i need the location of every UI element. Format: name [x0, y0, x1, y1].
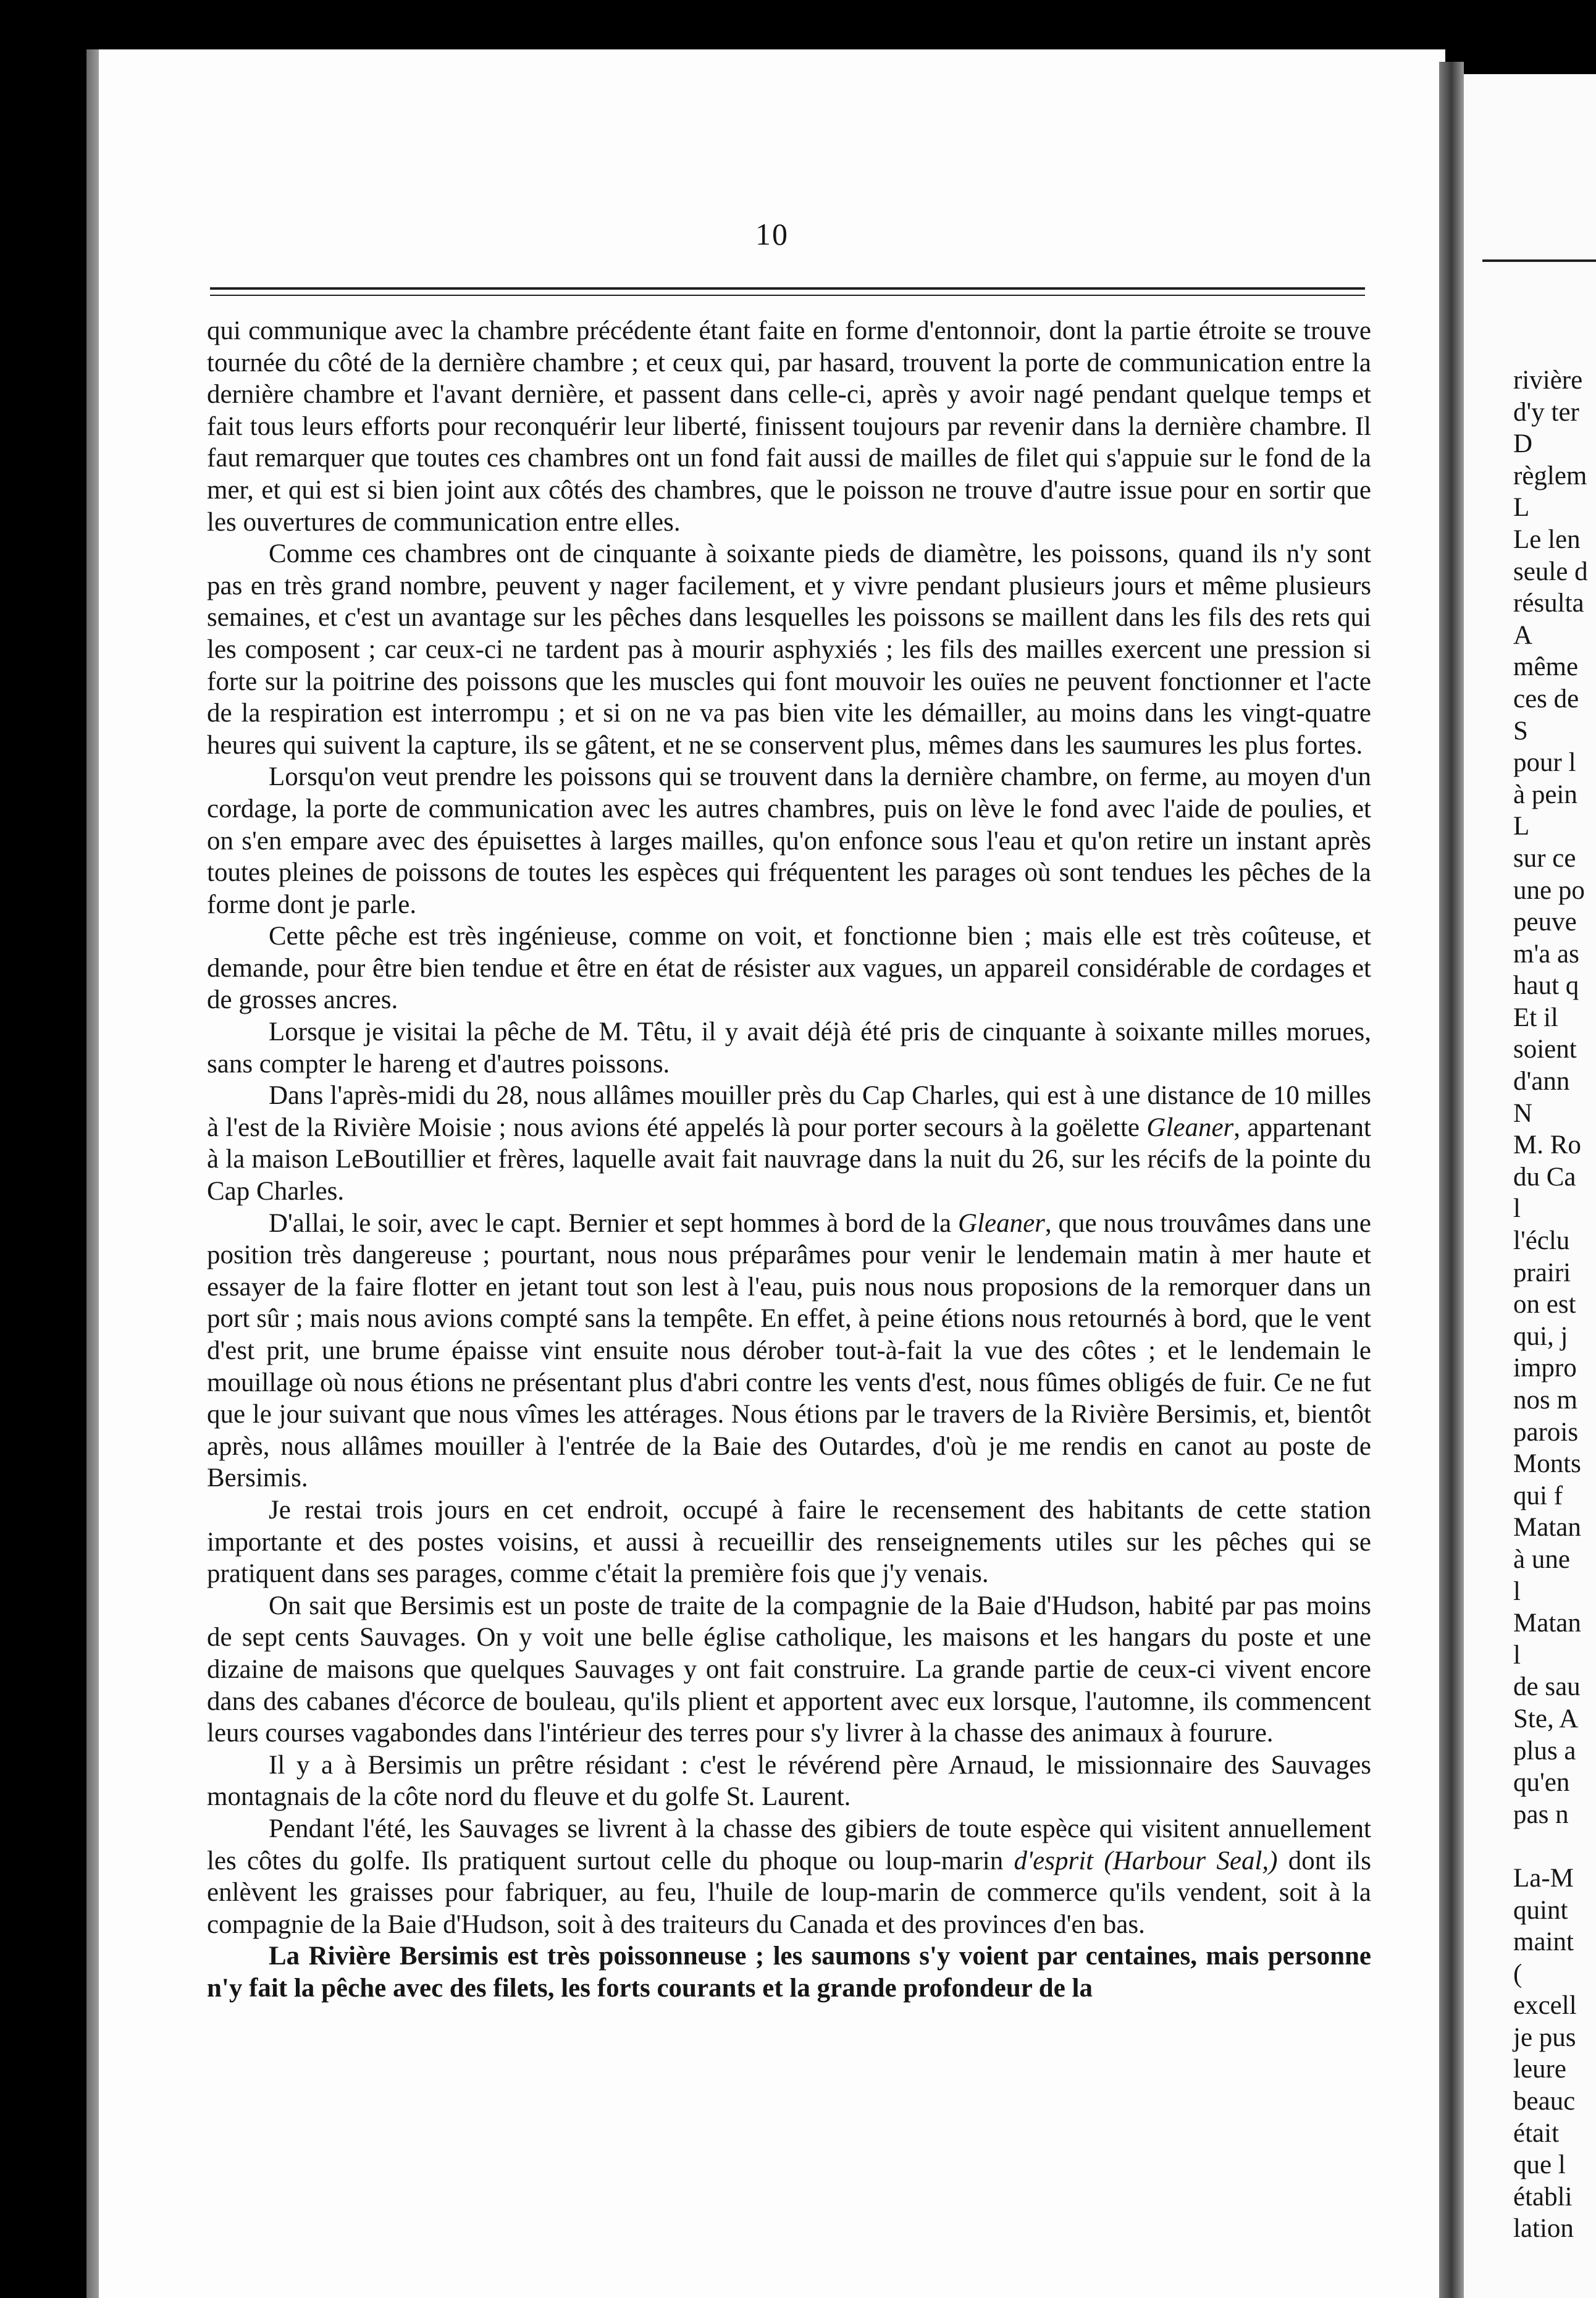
right-page-line: qui, j	[1513, 1321, 1568, 1351]
paragraph: Il y a à Bersimis un prêtre résidant : c'est le révérend père Arnaud, le missionnaire des Sauvages montagnais de la côte nord du fleuve et du golfe St. Laurent.	[207, 1750, 1371, 1812]
right-page-line: du Ca	[1513, 1162, 1576, 1192]
right-page-line: établi	[1513, 2182, 1573, 2212]
right-page-line: règlem	[1513, 461, 1587, 490]
book-gutter	[1439, 62, 1464, 2298]
right-page-line: (	[1513, 1959, 1522, 1989]
paragraph: qui communique avec la chambre précédente étant faite en forme d'entonnoir, dont la partie étroite se trouve tournée du côté de la dernière chambre ; et ceux qui, par hasard, trouvent la porte de communication entre la dernière chambre et l'avant dernière, et passent dans celle-ci, après y avoir nagé pendant quelque temps et fait tous leurs efforts pour reconquérir leur liberté, finissent toujours par revenir dans la dernière chambre. Il faut remarquer que toutes ces chambres ont un fond fait aussi de mailles de filet qui s'appuie sur le fond de la mer, et qui est si bien joint aux côtés des chambres, que le poisson ne trouve d'autre issue pour en sortir que les ouvertures de communication entre elles.	[207, 316, 1371, 537]
right-page-line: pour l	[1513, 748, 1576, 778]
right-page-line: à pein	[1513, 780, 1577, 809]
right-page-line: d'ann	[1513, 1067, 1570, 1096]
paragraph: Lorsque je visitai la pêche de M. Têtu, il y avait déjà été pris de cinquante à soixante milles morues, sans compter le hareng et d'autres poissons.	[207, 1017, 1371, 1079]
body-text	[207, 315, 1371, 2004]
right-page-line: maint	[1513, 1927, 1574, 1957]
paragraph: Je restai trois jours en cet endroit, occupé à faire le recensement des habitants de cette station importante et des postes voisins, et aussi à recueillir des renseignements utiles sur les pêches qui se pratiquent dans ses parages, comme c'était la première fois que j'y venais.	[207, 1495, 1371, 1589]
right-page-line: Et il	[1513, 1003, 1558, 1032]
header-rule	[210, 287, 1365, 290]
right-page-line: prairi	[1513, 1258, 1571, 1287]
right-page-line: l	[1513, 1576, 1521, 1606]
right-page-line: d'y ter	[1513, 397, 1579, 427]
right-page-line: l	[1513, 1640, 1521, 1670]
right-page-line: l	[1513, 1194, 1521, 1224]
right-page-line	[1513, 1830, 1596, 1862]
header-rule-thin	[210, 295, 1365, 296]
right-page-line: S	[1513, 716, 1528, 746]
right-page-fragment	[1464, 74, 1596, 2298]
right-page-line: L	[1513, 812, 1530, 841]
right-page-line: nos m	[1513, 1386, 1577, 1415]
right-page-line: Matan	[1513, 1609, 1581, 1638]
right-header-rule	[1482, 259, 1596, 262]
paragraph: Dans l'après-midi du 28, nous allâmes mouiller près du Cap Charles, qui est à une distance de 10 milles à l'est de la Rivière Moisie ; nous avions été appelés là pour porter secours à la goëlette Gleaner, appartenant à la maison LeBoutillier et frères, laquelle avait fait nauvrage dans la nuit du 26, sur les récifs de la pointe du Cap Charles.	[207, 1081, 1371, 1206]
right-page-line: quint	[1513, 1895, 1568, 1925]
right-page-line: même	[1513, 652, 1579, 682]
right-page-line: plus a	[1513, 1736, 1576, 1766]
right-page-line: m'a as	[1513, 939, 1579, 969]
right-page-line: Le len	[1513, 524, 1581, 554]
paragraph: Comme ces chambres ont de cinquante à soixante pieds de diamètre, les poissons, quand ils n'y sont pas en très grand nombre, peuvent y nager facilement, et y vivre pendant plusieurs jours et même plusieurs semaines, et c'est un avantage sur les pêches dans lesquelles les poissons se maillent dans les fils des rets qui les composent ; car ceux-ci ne tardent pas à mourir asphyxiés ; les fils des mailles exercent une pression si forte sur la poitrine des poissons que les muscles qui font mouvoir les ouïes ne peuvent fonctionner et l'acte de la respiration est interrompu ; et si on ne va pas bien vite les démailler, au moins dans les vingt-quatre heures qui suivent la capture, ils se gâtent, et ne se conservent plus, mêmes dans les saumures les plus fortes.	[207, 539, 1371, 760]
right-page-line: on est	[1513, 1290, 1576, 1319]
right-page-line: parois	[1513, 1417, 1579, 1447]
right-page-line: Matan	[1513, 1513, 1581, 1543]
paragraph: Lorsqu'on veut prendre les poissons qui se trouvent dans la dernière chambre, on ferme, au moyen d'un cordage, la porte de communication avec les autres chambres, puis on lève le fond avec l'aide de poulies, et on s'en empare avec des épuisettes à larges mailles, qu'on enfonce sous l'eau et qu'on retire un instant après toutes pleines de poissons de toutes les espèces qui fréquentent les parages où sont tendues les pêches de la forme dont je parle.	[207, 762, 1371, 919]
right-page-line: La-M	[1513, 1863, 1574, 1893]
right-page-line: seule d	[1513, 557, 1588, 586]
right-page-line: rivière	[1513, 366, 1583, 395]
right-page-line: pas n	[1513, 1799, 1569, 1829]
paragraph: On sait que Bersimis est un poste de traite de la compagnie de la Baie d'Hudson, habité par pas moins de sept cents Sauvages. On y voit une belle église catholique, les maisons et les hangars du poste et une dizaine de maisons que quelques Sauvages y ont fait construire. La grande partie de ceux-ci vivent encore dans des cabanes d'écorce de bouleau, qu'ils plient et apportent avec eux lorsque, l'automne, ils commencent leurs courses vagabondes dans l'intérieur des terres pour s'y livrer à la chasse des animaux à fourure.	[207, 1591, 1371, 1748]
right-page-line: une po	[1513, 875, 1585, 905]
right-page-line: qu'en	[1513, 1768, 1570, 1798]
right-page-line: soient	[1513, 1035, 1577, 1064]
paragraph: Cette pêche est très ingénieuse, comme on voit, et fonctionne bien ; mais elle est très coûteuse, et demande, pour être bien tendue et être en état de résister aux vagues, un appareil considérable de cordages et de grosses ancres.	[207, 922, 1371, 1015]
right-page-line: L	[1513, 493, 1530, 523]
paragraph: D'allai, le soir, avec le capt. Bernier et sept hommes à bord de la Gleaner, que nous trouvâmes dans une position très dangereuse ; pourtant, nous nous préparâmes pour venir le lendemain matin à mer haute et essayer de la faire flotter en jetant tout son lest à l'eau, puis nous nous proposions de la remorquer dans un port sûr ; mais nous avions compté sans la tempête. En effet, à peine étions nous retournés à bord, que le vent d'est prit, une brume épaisse vint ensuite nous dérober tout-à-fait la vue des côtes ; et le lendemain le mouillage où nous étions ne présentant plus d'abri contre les vents d'est, nous fûmes obligés de fuir. Ce ne fut que le jour suivant que nous vîmes les attérages. Nous étions par le travers de la Rivière Bersimis, et, bientôt après, nous allâmes mouiller à l'entrée de la Baie des Outardes, d'où je me rendis en canot au poste de Bersimis.	[207, 1208, 1372, 1493]
paragraph: La Rivière Bersimis est très poissonneuse ; les saumons s'y voient par centaines, mais personne n'y fait la pêche avec des filets, les forts courants et la grande profondeur de la	[207, 1942, 1371, 2003]
right-page-line: à une	[1513, 1544, 1570, 1574]
right-page-text	[1513, 364, 1596, 2245]
right-page-line: qui f	[1513, 1481, 1563, 1510]
right-page-line: était	[1513, 2118, 1560, 2148]
right-page-line: que l	[1513, 2150, 1566, 2180]
right-page-line: M. Ro	[1513, 1130, 1581, 1160]
page-number: 10	[755, 217, 789, 251]
right-page-line: haut q	[1513, 971, 1579, 1001]
right-page-line: D	[1513, 429, 1533, 459]
right-page-line: N	[1513, 1098, 1533, 1128]
right-page-line: je pus	[1513, 2022, 1576, 2052]
right-page-line: peuve	[1513, 907, 1577, 937]
left-page	[99, 49, 1445, 2298]
right-page-line: impro	[1513, 1353, 1577, 1383]
right-page-line: Monts	[1513, 1449, 1581, 1479]
right-page-line: de sau	[1513, 1672, 1581, 1702]
paragraph: Pendant l'été, les Sauvages se livrent à la chasse des gibiers de toute espèce qui visitent annuellement les côtes du golfe. Ils pratiquent surtout celle du phoque ou loup-marin d'esprit (Harbour Seal,) dont ils enlèvent les graisses pour fabriquer, au feu, l'huile de loup-marin de commerce qu'ils vendent, soit à la compagnie de la Baie d'Hudson, soit à des traiteurs du Canada et des provinces d'en bas.	[207, 1814, 1371, 1939]
right-page-line: résulta	[1513, 589, 1584, 618]
right-page-line: beauc	[1513, 2087, 1576, 2116]
right-page-line: Ste, A	[1513, 1704, 1579, 1733]
right-page-line: lation	[1513, 2214, 1574, 2244]
right-page-line: excell	[1513, 1991, 1577, 2021]
right-page-line: l'éclu	[1513, 1226, 1570, 1256]
right-page-line: leure	[1513, 2055, 1566, 2084]
right-page-line: ces de	[1513, 684, 1579, 713]
right-page-line: sur ce	[1513, 843, 1576, 873]
right-page-line: A	[1513, 620, 1533, 650]
